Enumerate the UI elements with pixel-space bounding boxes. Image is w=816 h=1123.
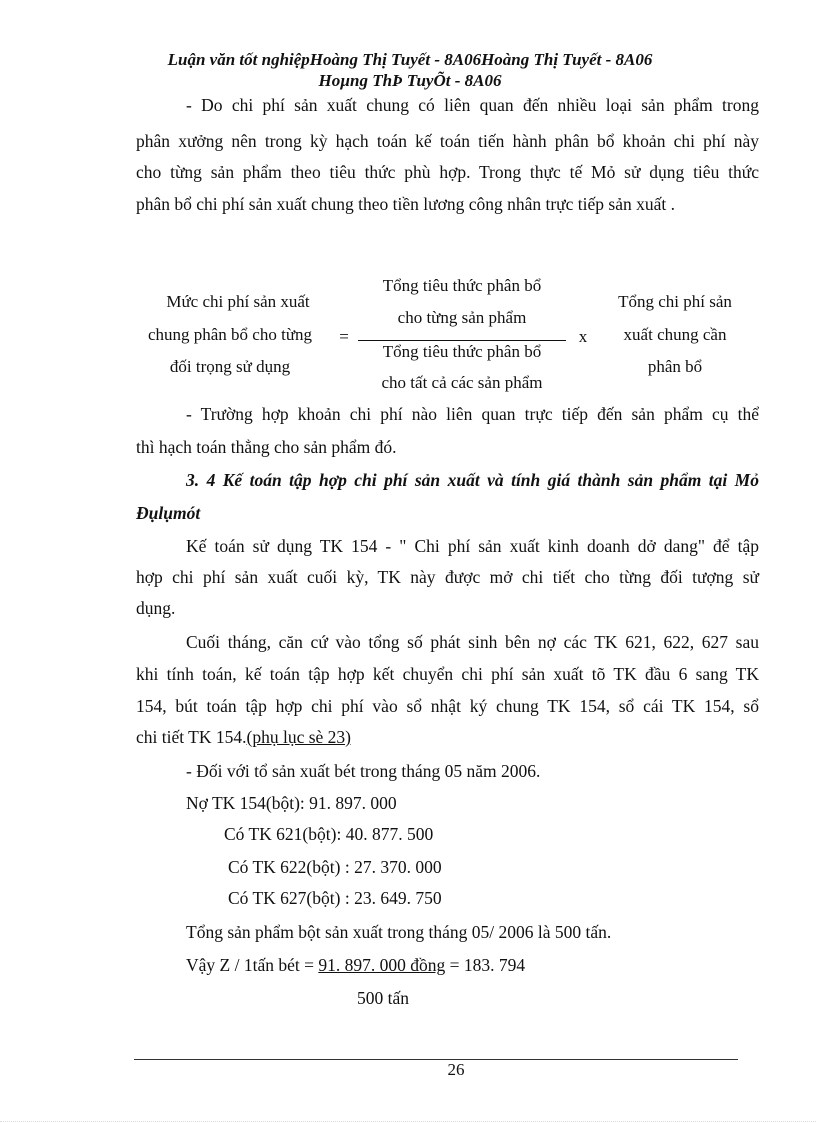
page-bottom-border <box>0 1121 816 1122</box>
production-total: Tổng sản phẩm bột sản xuất trong tháng 05/ 2006 là 500 tấn. <box>186 922 612 942</box>
paragraph-line: khi tính toán, kế toán tập hợp kết chuyển chi phí sản xuất tõ TK đầu 6 sang TK <box>136 664 759 684</box>
calc-prefix: Vậy Z / 1tấn bét = <box>186 955 314 975</box>
debit-entry: Nợ TK 154(bột): 91. 897. 000 <box>186 793 397 813</box>
formula-denominator-line: Tổng tiêu thức phân bổ <box>382 342 542 361</box>
credit-entry: Có TK 627(bột) : 23. 649. 750 <box>228 888 442 908</box>
formula-left-line: đối trọng sử dụng <box>169 357 291 376</box>
paragraph-line: Cuối tháng, căn cứ vào tổng số phát sinh bên nợ các TK 621, 622, 627 sau <box>186 632 759 652</box>
paragraph-line: hợp chi phí sản xuất cuối kỳ, TK này được mở chi tiết cho từng đối tượng sử <box>136 567 759 587</box>
formula-right-line: Tổng chi phí sản <box>618 292 732 311</box>
fraction-bar <box>358 340 566 341</box>
paragraph-line: phân bổ chi phí sản xuất chung theo tiền lương công nhân trực tiếp sản xuất . <box>136 194 676 214</box>
formula-right-line: xuất chung cần <box>623 325 727 344</box>
formula-numerator-line: cho từng sản phẩm <box>397 308 527 327</box>
paragraph-line: 154, bút toán tập hợp chi phí vào sổ nhật ký chung TK 154, sổ cái TK 154, sổ <box>136 696 759 716</box>
formula-left-line: chung phân bổ cho từng <box>147 325 313 344</box>
credit-entry: Có TK 622(bột) : 27. 370. 000 <box>228 857 442 877</box>
entry-intro: - Đối với tổ sản xuất bét trong tháng 05 năm 2006. <box>186 761 541 781</box>
page-header-line-1: Luận văn tốt nghiệpHoàng Thị Tuyết - 8A06Hoàng Thị Tuyết - 8A06 <box>167 50 653 69</box>
calc-denominator: 500 tấn <box>357 988 410 1008</box>
unit-cost-calculation <box>186 955 759 975</box>
formula-right-line: phân bổ <box>647 357 703 376</box>
section-heading: 3. 4 Kế toán tập hợp chi phí sản xuất và tính giá thành sản phẩm tại Mỏ <box>186 470 759 490</box>
formula-numerator-line: Tổng tiêu thức phân bổ <box>382 276 542 295</box>
paragraph-line: phân xưởng nên trong kỳ hạch toán kế toán tiến hành phân bổ khoản chi phí này <box>136 131 759 151</box>
formula-times-sign: x <box>578 327 588 346</box>
paragraph-line <box>136 727 759 747</box>
paragraph-line: Kế toán sử dụng TK 154 - " Chi phí sản xuất kinh doanh dở dang" để tập <box>186 536 759 556</box>
formula-left-line: Mức chi phí sản xuất <box>166 292 310 311</box>
formula-equals-sign: = <box>339 327 349 346</box>
formula-denominator-line: cho tất cả các sản phẩm <box>381 373 543 392</box>
paragraph-line: dụng. <box>136 598 176 618</box>
appendix-reference: (phụ lục sè 23) <box>246 727 351 747</box>
paragraph-line: - Do chi phí sản xuất chung có liên quan đến nhiều loại sản phẩm trong <box>186 95 759 115</box>
page-header-line-2: Hoµng ThÞ TuyÕt - 8A06 <box>318 71 502 90</box>
page-number: 26 <box>447 1060 465 1079</box>
calc-result: = 183. 794 <box>445 955 526 975</box>
calc-numerator: 91. 897. 000 đồng <box>318 955 446 975</box>
paragraph-line: - Trường hợp khoản chi phí nào liên quan trực tiếp đến sản phẩm cụ thể <box>186 404 759 424</box>
paragraph-line: thì hạch toán thẳng cho sản phẩm đó. <box>136 437 397 457</box>
section-heading-line-2: Đụlụmót <box>136 503 201 523</box>
paragraph-line: cho từng sản phẩm theo tiêu thức phù hợp. Trong thực tế Mỏ sử dụng tiêu thức <box>136 162 759 182</box>
credit-entry: Có TK 621(bột): 40. 877. 500 <box>224 824 434 844</box>
paragraph-text: chi tiết TK 154. <box>136 727 247 747</box>
